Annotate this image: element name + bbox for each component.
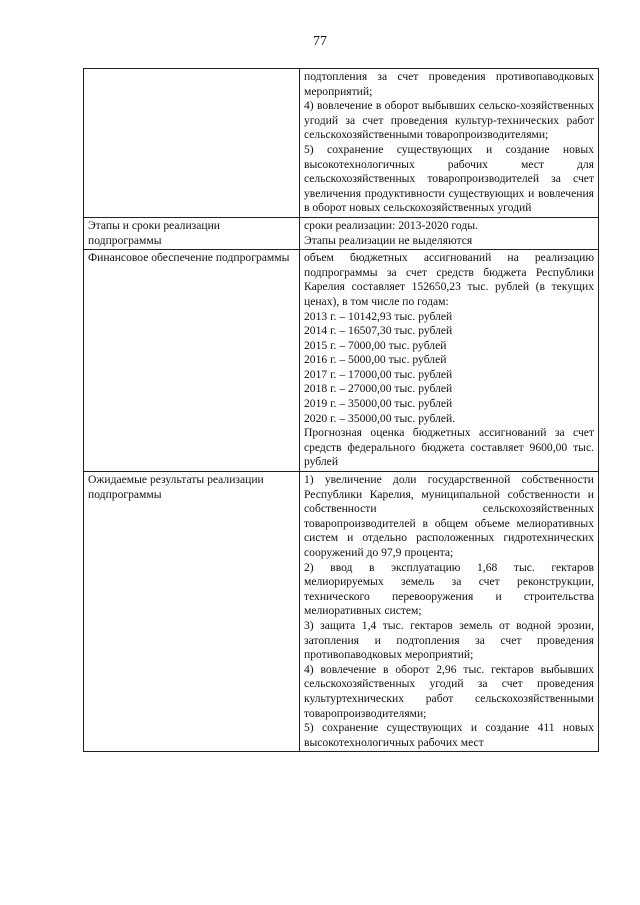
content-line: Этапы реализации не выделяются xyxy=(304,233,473,247)
row-content xyxy=(300,250,599,472)
content-line: 2015 г. – 7000,00 тыс. рублей xyxy=(304,338,447,352)
content-line: 1) увеличение доли государственной собственности Республики Карелия, муниципальной собственности и собственности сельскохозяйственных товаропроизводителей в общем объеме мелиоративных систем и отдельно расположенных гидротехнических сооружений до 97,9 процента; xyxy=(304,473,594,559)
content-line: объем бюджетных ассигнований на реализацию подпрограммы за счет средств бюджета Республики Карелия составляет 152650,23 тыс. рублей (в текущих ценах), в том числе по годам: xyxy=(304,251,594,308)
content-line: сроки реализации: 2013-2020 годы. xyxy=(304,218,478,232)
content-line: 2014 г. – 16507,30 тыс. рублей xyxy=(304,324,453,338)
table-row xyxy=(84,69,599,218)
table-row xyxy=(84,472,599,752)
content-line: 2) ввод в эксплуатацию 1,68 тыс. гектаров мелиорируемых земель за счет реконструкции, технического перевооружения и строительства мелиоративных систем; xyxy=(304,560,594,618)
content-line: 2020 г. – 35000,00 тыс. рублей. xyxy=(304,411,456,425)
table-row xyxy=(84,217,599,249)
content-line: подтопления за счет проведения противопаводковых мероприятий; xyxy=(304,70,594,98)
content-line: 2019 г. – 35000,00 тыс. рублей xyxy=(304,397,453,411)
row-label: Финансовое обеспечение подпрограммы xyxy=(84,250,300,472)
row-content xyxy=(300,217,599,249)
content-line: 4) вовлечение в оборот 2,96 тыс. гектаров выбывших сельскохозяйственных угодий за счет проведения культуртехнических работ сельскохозяйственными товаропроизводителями; xyxy=(304,662,594,720)
row-label xyxy=(84,69,300,218)
content-line: 5) сохранение существующих и создание 411 новых высокотехнологичных рабочих мест xyxy=(304,721,594,749)
content-line: 5) сохранение существующих и создание новых высокотехнологичных рабочих мест для сельскохозяйственных товаропроизводителей за счет увеличения продуктивности существующих и вовлечения в оборот новых сельскохозяйственных угодий xyxy=(304,142,594,215)
content-line: 4) вовлечение в оборот выбывших сельско-хозяйственных угодий за счет проведения культур-технических работ сельскохозяйственными товаропроизводителями; xyxy=(304,99,594,142)
row-content xyxy=(300,472,599,752)
content-line: 3) защита 1,4 тыс. гектаров земель от водной эрозии, затопления и подтопления за счет проведения противопаводковых мероприятий; xyxy=(304,618,594,662)
row-label: Ожидаемые результаты реализации подпрограммы xyxy=(84,472,300,752)
table-row xyxy=(84,250,599,472)
content-line: 2013 г. – 10142,93 тыс. рублей xyxy=(304,309,453,323)
content-line: 2016 г. – 5000,00 тыс. рублей xyxy=(304,353,447,367)
content-line: 2018 г. – 27000,00 тыс. рублей xyxy=(304,382,453,396)
content-line: 2017 г. – 17000,00 тыс. рублей xyxy=(304,367,453,381)
content-line: Прогнозная оценка бюджетных ассигнований за счет средств федерального бюджета составляет 9600,00 тыс. рублей xyxy=(304,426,594,469)
page-number: 77 xyxy=(313,34,327,49)
subprogram-passport-table xyxy=(83,68,599,752)
row-label: Этапы и сроки реализации подпрограммы xyxy=(84,217,300,249)
row-content xyxy=(300,69,599,218)
